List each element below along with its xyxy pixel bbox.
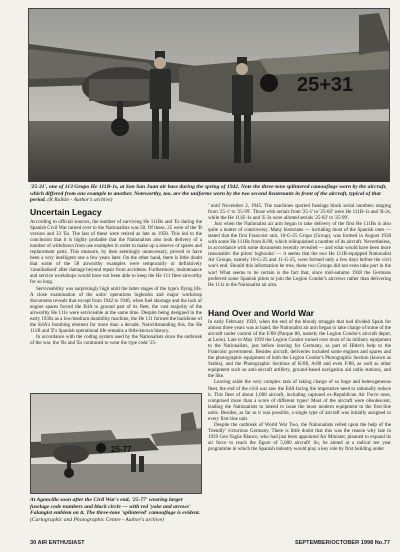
top-photo: [28, 8, 390, 182]
right-paragraph: ' until November 2, 1945. The machines sported fuselage black serial numbers ranging from '25-1' to '25-99'. Those with serials from '25-1' to '25-82' were He 111B-1s and 'B-2s, while the He 111E-1s and 'E-3s were allotted serials '25-83' to '25-99'.: [208, 203, 391, 222]
footer-page-label: 30 AIR ENTHUSIAST: [30, 540, 85, 546]
right-paragraph: Just when the Nationalist air arm began to take delivery of the first He 111Bs is also quite a matter of controversy. Many historians — including most of the Spanish ones — stated that the first Francoist unit, 10-G-25 Grupo (Group), was formed in August 1938 with some He 111Bs from K/88, which relinquished a number of its aircraft. Nevertheless, in accordance with some documents recently revealed — and what would have been more reasonable: the pilots' logbooks! — it seems that the two He 111B-equipped Nationalist Air Groups, namely 10-G-25 and 11-G-25, were formed only a few days before the civil war's end. Should this information be true, these two Groups did not even take part in the war! What seems to be certain is the fact that, since mid-autumn 1938 the Germans preferred some Spanish pilots to join the Legion Condor's aircrews rather than delivering He 111s to the Nationalist air arm.: [208, 221, 391, 288]
right-column-top: [208, 203, 391, 288]
bottom-caption-credit: (Cartographic and Photographic Centre - Author's archive): [30, 516, 164, 523]
bottom-photo-caption: [30, 497, 202, 523]
right-paragraph: In early February 1939, when the end of the bloody struggle that had divided Spain for almost three years was at hand, the Nationalist air arm began to take charge of some of the aircraft under control of the F/88 (Parque 88, namely the Legion Condor's aircraft depot, at León). Late in May 1939 the Legion Condor turned over most of its military equipment to the Nationalists, just before leaving for Germany, as part of Hitler's help to the Francoist government. Besides aircraft, deliveries included some engines and spares and the photographic equipment of both the Legion Condor's Photographic Section (known as Stabia), and the Photographic Sections of K/88, A/88 and even F/88, as well as other equipment such as anti-aircraft artillery, ground-based navigation aid radio stations, and the like.: [208, 319, 391, 380]
top-photo-caption: [30, 184, 390, 204]
top-caption-text: '25-31', one of 113 Grupo He 111B-1s, at Son San Juan air base during the spring of 1942. Note the three-tone splintered camouflage worn by the aircraft, which differed from one example to another. Noteworthy, too, are the uniforms worn by the two second lieutenants in front of the aircraft, typical of that period.: [30, 184, 387, 204]
section-heading-hand-over: Hand Over and World War: [208, 308, 315, 318]
left-paragraph: Serviceability was surprisingly high until the latter stages of the type's flying life. A close examination of the units' operations logbooks and major workshop documents reveals that except from 1942 to 1946, when fuel shortage and the lack of engine spares forced the EdA to ground part of its fleet, the vast majority of the airworthy He 111s were serviceable at the same time. Despite being designed in the early 1930s as a low/medium durability machine, the He 111 formed the backbone of the EdA's bombing element for more than a decade. Notwithstanding this, the He 111B and 'E's Spanish operational life remains a little-known history.: [30, 285, 203, 334]
left-paragraph: In accordance with the coding system used by the Nationalists since the outbreak of the war, the 'Bs and 'Es continued to wear the type code '25-: [30, 333, 202, 346]
left-column: [30, 219, 202, 346]
bottom-caption-text: At Agoncillo soon after the Civil War's end, '25-77' wearing larger fuselage code numbers and black circle — with red 'yoke and arrows' Falangist emblem on it. The three-tone 'splintered' camouflage is evident.: [30, 497, 201, 517]
bottom-photo: [30, 393, 202, 494]
section-heading-uncertain-legacy: Uncertain Legacy: [30, 207, 102, 217]
right-column-bottom: [208, 319, 391, 452]
left-paragraph: According to official sources, the number of surviving He 111Bs and 'Es during the Spanish Civil War turned over to the Nationalists was 58. Of these, 25 were of the 'B version and 33 'Es. The last of these were retired as late as 1958. This led to the conclusion that it is highly probable that the Nationalists also took delivery of a number of withdrawn from use examples in order to make up a reserve of spares and replacement parts. This measure, by then seemingly unnecessary, proved to have been a very intelligent one a few years later. On the other hand, there is little doubt that some of the 58 airworthy examples were temporarily or definitively 'cannibalised' after damage beyond repair from accidents. Furthermore, maintenance and service workshops would have not been able to keep the He 111 fleet airworthy for so long.: [30, 219, 202, 286]
aircraft-code-text: 25+31: [297, 74, 354, 96]
right-paragraph: Despite the outbreak of World War Two, the Nationalists relied upon the help of the 'friendly' victorious Germany. There is little doubt that this was the reason why late in 1939 Gen Yagüe Blanco, who had just been appointed Air Minister, planned to expand its air force to reach the figure of 5,000 aircraft! So, he aimed at a radical ten year programme in which the Spanish industry would play a key role by first building under: [208, 421, 391, 452]
right-paragraph: Leaving aside the very complex task of taking charge of so huge and heterogeneous fleet, the end of the civil war saw the EdA facing the imperative need to rationally reduce it. This fleet of about 1,000 aircraft, including captured ex-Republican Air Force ones, comprised more than a score of different types! Most of the aircraft were obsolescent, leading the Nationalists to intend to issue the most modern equipment to the first-line units. Besides, as far as it was possible, a single type of aircraft was initially assigned to every first-line unit.: [208, 379, 391, 422]
top-caption-credit: (R Rullán - Author's archive): [47, 197, 113, 204]
bottom-aircraft-code-text: 25-77: [111, 445, 132, 454]
footer-issue-label: SEPTEMBER/OCTOBER 1998 No.77: [294, 540, 390, 546]
